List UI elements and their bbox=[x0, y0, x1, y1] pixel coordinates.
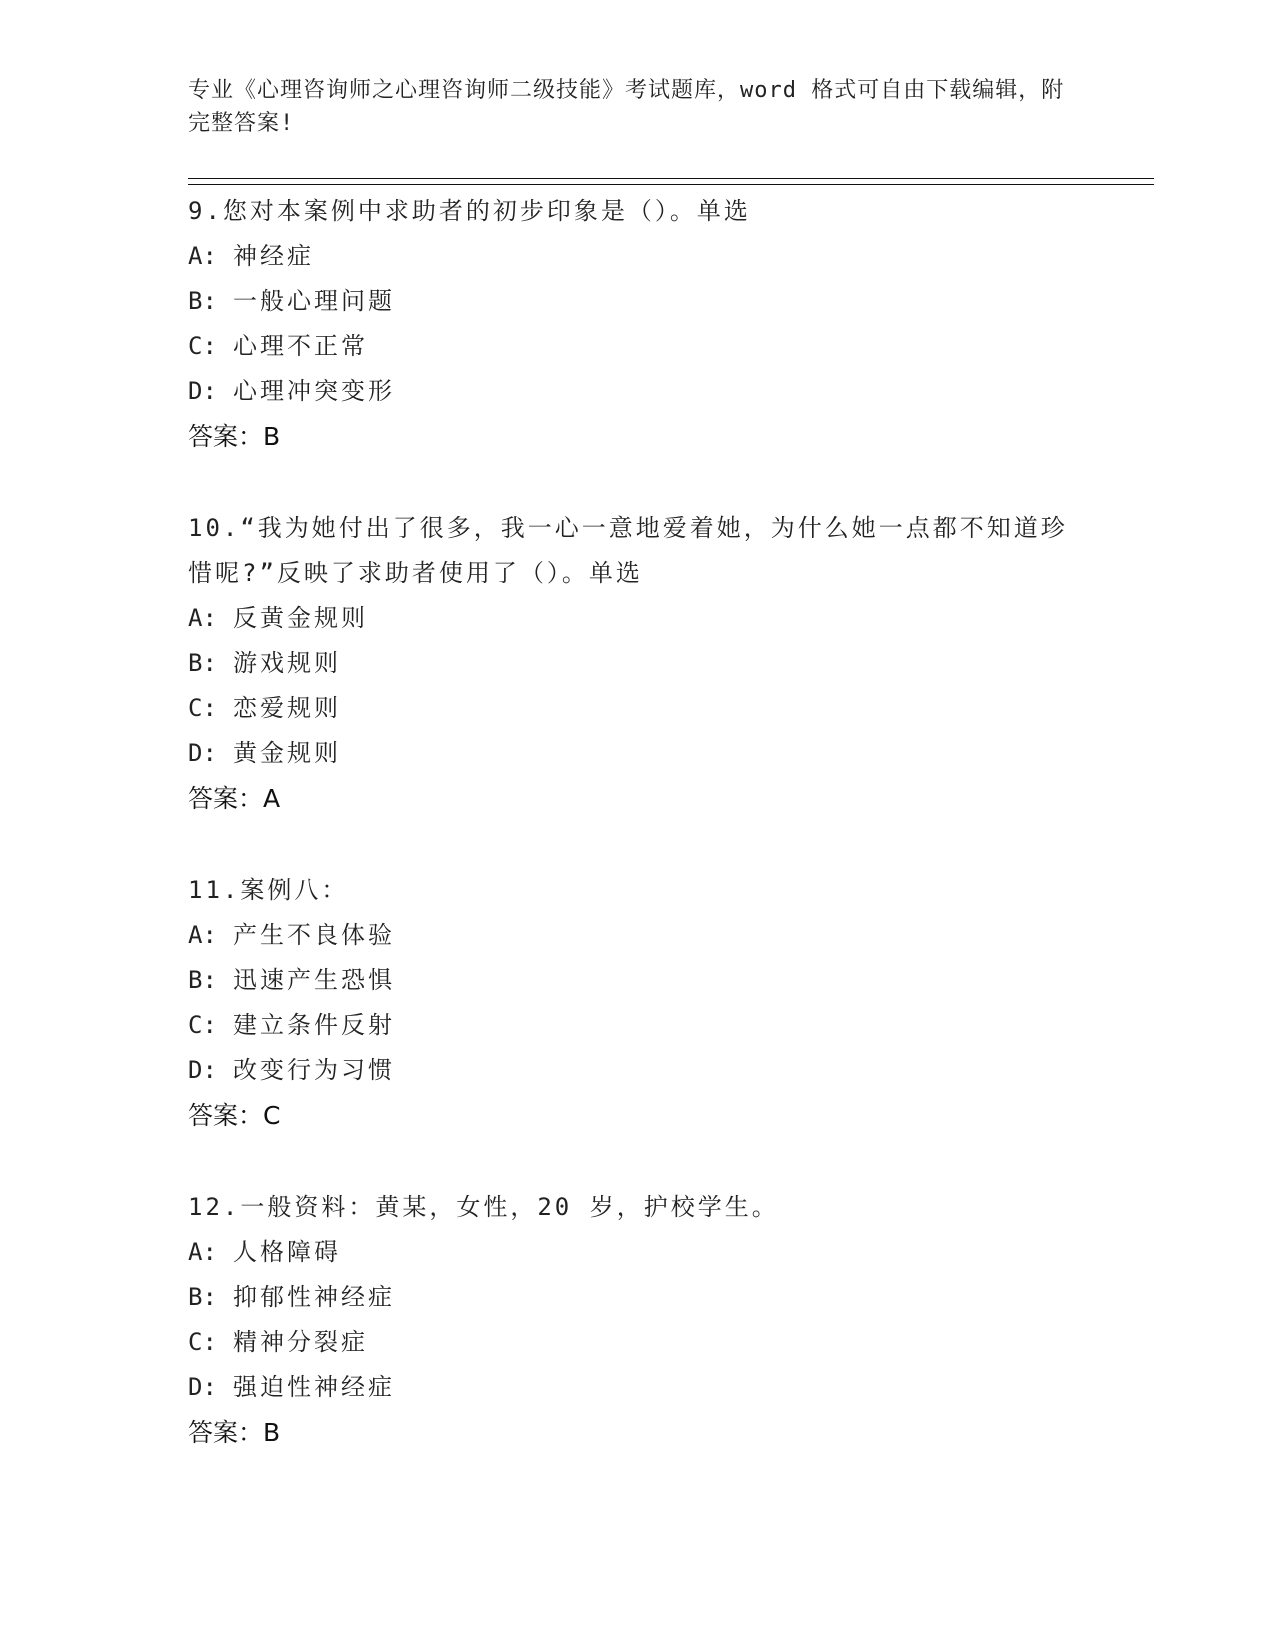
option-c bbox=[188, 324, 1148, 369]
option-text: 精神分裂症 bbox=[233, 1328, 368, 1356]
option-a bbox=[188, 596, 1148, 641]
header-divider-bottom bbox=[188, 184, 1154, 185]
option-b bbox=[188, 641, 1148, 686]
option-text: 反黄金规则 bbox=[233, 604, 368, 632]
option-text: 一般心理问题 bbox=[233, 287, 395, 315]
option-d bbox=[188, 369, 1148, 414]
answer-line: 答案：A bbox=[188, 784, 281, 813]
option-c bbox=[188, 1003, 1148, 1048]
option-letter: B: bbox=[188, 966, 217, 994]
answer-line: 答案：B bbox=[188, 422, 281, 451]
option-letter: D: bbox=[188, 739, 217, 767]
option-letter: B: bbox=[188, 287, 217, 315]
question-text: 12.一般资料：黄某，女性，20 岁，护校学生。 bbox=[188, 1193, 779, 1221]
option-text: 抑郁性神经症 bbox=[233, 1283, 395, 1311]
option-letter: C: bbox=[188, 1011, 217, 1039]
option-text: 恋爱规则 bbox=[233, 694, 341, 722]
option-text: 心理不正常 bbox=[233, 332, 368, 360]
option-letter: C: bbox=[188, 332, 217, 360]
option-b bbox=[188, 958, 1148, 1003]
option-text: 黄金规则 bbox=[233, 739, 341, 767]
option-letter: B: bbox=[188, 1283, 217, 1311]
option-text: 心理冲突变形 bbox=[233, 377, 395, 405]
question-9 bbox=[188, 189, 1148, 460]
option-text: 迅速产生恐惧 bbox=[233, 966, 395, 994]
option-letter: A: bbox=[188, 1238, 217, 1266]
option-letter: C: bbox=[188, 1328, 217, 1356]
answer-line: 答案：C bbox=[188, 1101, 281, 1130]
question-10 bbox=[188, 506, 1148, 822]
header-divider-top bbox=[188, 178, 1154, 179]
question-text: 11.案例八： bbox=[188, 876, 349, 904]
option-c bbox=[188, 1320, 1148, 1365]
option-text: 建立条件反射 bbox=[233, 1011, 395, 1039]
option-letter: A: bbox=[188, 242, 217, 270]
option-text: 神经症 bbox=[233, 242, 314, 270]
question-text: 9.您对本案例中求助者的初步印象是（）。单选 bbox=[188, 197, 751, 225]
option-d bbox=[188, 731, 1148, 776]
option-text: 强迫性神经症 bbox=[233, 1373, 395, 1401]
option-letter: D: bbox=[188, 1056, 217, 1084]
option-b bbox=[188, 279, 1148, 324]
option-text: 游戏规则 bbox=[233, 649, 341, 677]
document-header-text: 专业《心理咨询师之心理咨询师二级技能》考试题库，word 格式可自由下载编辑，附完整答案! bbox=[188, 78, 1065, 136]
option-a bbox=[188, 913, 1148, 958]
option-a bbox=[188, 1230, 1148, 1275]
option-text: 改变行为习惯 bbox=[233, 1056, 395, 1084]
option-letter: C: bbox=[188, 694, 217, 722]
question-11 bbox=[188, 868, 1148, 1139]
question-text: 10.“我为她付出了很多，我一心一意地爱着她，为什么她一点都不知道珍惜呢?”反映了求助者使用了（）。单选 bbox=[188, 514, 1068, 587]
option-text: 人格障碍 bbox=[233, 1238, 341, 1266]
option-c bbox=[188, 686, 1148, 731]
option-a bbox=[188, 234, 1148, 279]
option-b bbox=[188, 1275, 1148, 1320]
question-list bbox=[188, 189, 1148, 1502]
option-letter: A: bbox=[188, 921, 217, 949]
option-letter: A: bbox=[188, 604, 217, 632]
question-12 bbox=[188, 1185, 1148, 1456]
option-d bbox=[188, 1048, 1148, 1093]
answer-line: 答案：B bbox=[188, 1418, 281, 1447]
option-text: 产生不良体验 bbox=[233, 921, 395, 949]
option-letter: D: bbox=[188, 377, 217, 405]
option-letter: D: bbox=[188, 1373, 217, 1401]
option-letter: B: bbox=[188, 649, 217, 677]
option-d bbox=[188, 1365, 1148, 1410]
